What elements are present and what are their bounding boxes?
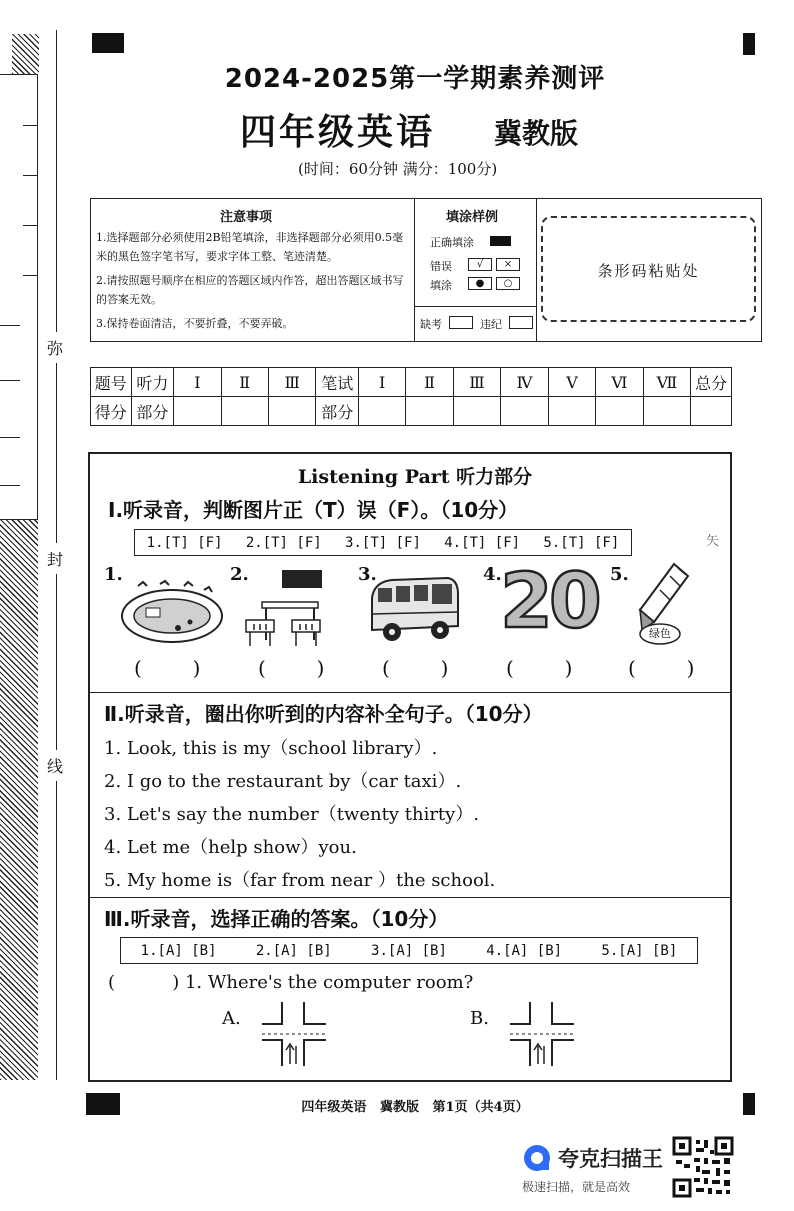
picture-number-3: 3. [358, 564, 377, 585]
choice-a-label[interactable]: A. [222, 1008, 241, 1029]
section-3-answer-bar [120, 937, 698, 964]
fill-sample-title: 填涂样例 [446, 210, 499, 225]
wrong-mark-circle: ○ [496, 277, 520, 290]
registration-mark-top-right [743, 33, 755, 55]
score-table-row-header [91, 368, 732, 397]
notice-item-2: 2.请按照题号顺序在相应的答题区域内作答，超出答题区域书写的答案无效。 [96, 274, 404, 306]
answer-option[interactable]: 3.[A] [B] [371, 942, 447, 959]
scanner-logo-icon [522, 1143, 552, 1173]
crayon-label: 绿色 [649, 627, 671, 640]
stray-mark: 矢 [706, 534, 720, 549]
correct-fill-sample [490, 236, 511, 246]
answer-blank-5[interactable]: ( ) [628, 656, 695, 680]
bus-picture [368, 574, 462, 646]
notice-item-3: 3.保持卷面清洁，不要折叠，不要弄破。 [96, 317, 294, 330]
notice-divider-1 [414, 198, 415, 342]
binding-char-3: 线 [47, 750, 63, 781]
playground-picture [118, 578, 226, 648]
picture-number-1: 1. [104, 564, 123, 585]
answer-option[interactable]: 1.[A] [B] [140, 942, 217, 959]
answer-option[interactable]: 2.[T] [F] [245, 534, 322, 551]
exam-info: (时间：60分钟 满分：100分) [298, 160, 498, 178]
violation-checkbox[interactable] [509, 316, 533, 329]
absent-label: 缺考 [420, 318, 442, 331]
score-header-cell: 总分 [691, 368, 732, 397]
correct-fill-label: 正确填涂 [430, 236, 474, 249]
listening-divider-2 [88, 897, 732, 898]
crossroad-map-a [258, 998, 330, 1068]
exam-title: 2024-2025第一学期素养测评 [224, 64, 606, 94]
score-label-cell: 部分 [316, 397, 359, 426]
score-header-cell: 听力 [131, 368, 174, 397]
score-cell[interactable] [174, 397, 221, 426]
section-1-answer-bar [134, 529, 632, 556]
binding-char-1: 弥 [47, 332, 63, 363]
score-header-cell: Ⅲ [453, 368, 500, 397]
answer-option[interactable]: 3.[T] [F] [345, 534, 421, 551]
score-header-cell: 题号 [91, 368, 132, 397]
edition-label: 冀教版 [494, 117, 579, 150]
scanner-slogan: 极速扫描，就是高效 [522, 1180, 631, 1194]
qr-code-icon [672, 1136, 734, 1198]
section-3-heading: Ⅲ.听录音，选择正确的答案。（10分） [104, 907, 449, 931]
registration-mark-top-left [92, 33, 124, 53]
listening-title: Listening Part 听力部分 [297, 466, 533, 488]
violation-label: 违纪 [480, 318, 502, 331]
notice-mini-divider [414, 306, 536, 307]
notice-title: 注意事项 [220, 210, 273, 225]
answer-blank-1[interactable]: ( ) [134, 656, 201, 680]
wrong-mark-check: √ [468, 258, 492, 271]
answer-option[interactable]: 5.[T] [F] [543, 534, 620, 551]
answer-blank-2[interactable]: ( ) [258, 656, 325, 680]
score-table-row-scores [91, 397, 732, 426]
wrong-mark-dot: ● [468, 277, 492, 290]
answer-option[interactable]: 4.[A] [B] [486, 942, 563, 959]
scanner-app-name: 夸克扫描王 [558, 1147, 663, 1171]
binding-white-strip [0, 74, 38, 520]
answer-blank-3[interactable]: ( ) [382, 656, 449, 680]
barcode-label: 条形码粘贴处 [597, 262, 700, 280]
notice-divider-2 [536, 198, 537, 342]
score-cell[interactable] [501, 397, 549, 426]
classroom-picture [242, 568, 330, 650]
sentence-5: 5. My home is（far from near ）the school. [104, 870, 496, 891]
score-table [90, 367, 732, 426]
score-header-cell: Ⅰ [359, 368, 406, 397]
answer-option[interactable]: 1.[T] [F] [146, 534, 223, 551]
number-20-picture: 20 [500, 556, 598, 645]
score-cell[interactable] [643, 397, 691, 426]
section-1-heading: Ⅰ.听录音，判断图片正（T）误（F）。（10分） [108, 498, 519, 522]
choice-b-label[interactable]: B. [470, 1008, 489, 1029]
answer-option[interactable]: 4.[T] [F] [444, 534, 521, 551]
score-cell[interactable] [268, 397, 315, 426]
page-footer: 四年级英语 冀教版 第1页（共4页） [301, 1100, 529, 1115]
binding-hatch-bottom [0, 520, 38, 1080]
score-cell[interactable] [548, 397, 595, 426]
subject-title: 四年级英语 [240, 112, 436, 153]
answer-option[interactable]: 2.[A] [B] [255, 942, 332, 959]
score-header-cell: Ⅰ [174, 368, 221, 397]
score-header-cell: Ⅲ [268, 368, 315, 397]
score-label-cell: 部分 [131, 397, 174, 426]
score-header-cell: Ⅱ [221, 368, 268, 397]
score-header-cell: Ⅴ [548, 368, 595, 397]
section-2-heading: Ⅱ.听录音，圈出你听到的内容补全句子。（10分） [104, 702, 543, 726]
score-cell[interactable] [406, 397, 453, 426]
listening-divider-1 [88, 692, 732, 693]
score-header-cell: Ⅵ [596, 368, 644, 397]
wrong-mark-cross: × [496, 258, 520, 271]
picture-number-2: 2. [230, 564, 249, 585]
absent-checkbox[interactable] [449, 316, 473, 329]
score-header-cell: Ⅶ [643, 368, 691, 397]
score-cell[interactable] [221, 397, 268, 426]
answer-blank-4[interactable]: ( ) [506, 656, 573, 680]
wrong-label-1: 错误 [430, 260, 452, 273]
crossroad-map-b [506, 998, 578, 1068]
score-header-cell: Ⅳ [501, 368, 549, 397]
answer-option[interactable]: 5.[A] [B] [601, 942, 678, 959]
wrong-label-2: 填涂 [430, 279, 452, 292]
sentence-3: 3. Let's say the number（twenty thirty）. [104, 804, 480, 825]
notice-item-1: 1.选择题部分必须使用2B铅笔填涂，非选择题部分必须用0.5毫米的黑色签字笔书写，要求字体工整、笔迹清楚。 [96, 231, 404, 263]
binding-char-2: 封 [47, 543, 63, 574]
score-cell[interactable] [453, 397, 500, 426]
score-label-cell: 得分 [91, 397, 132, 426]
picture-number-4: 4. [483, 564, 502, 585]
score-header-cell: 笔试 [316, 368, 359, 397]
question-1: ( ) 1. Where's the computer room? [108, 972, 474, 993]
score-header-cell: Ⅱ [406, 368, 453, 397]
sentence-1: 1. Look, this is my（school library）. [104, 738, 438, 759]
score-cell[interactable] [359, 397, 406, 426]
picture-number-5: 5. [610, 564, 629, 585]
sentence-4: 4. Let me（help show）you. [104, 837, 357, 858]
score-cell[interactable] [691, 397, 732, 426]
sentence-2: 2. I go to the restaurant by（car taxi）. [104, 771, 462, 792]
score-cell[interactable] [596, 397, 644, 426]
